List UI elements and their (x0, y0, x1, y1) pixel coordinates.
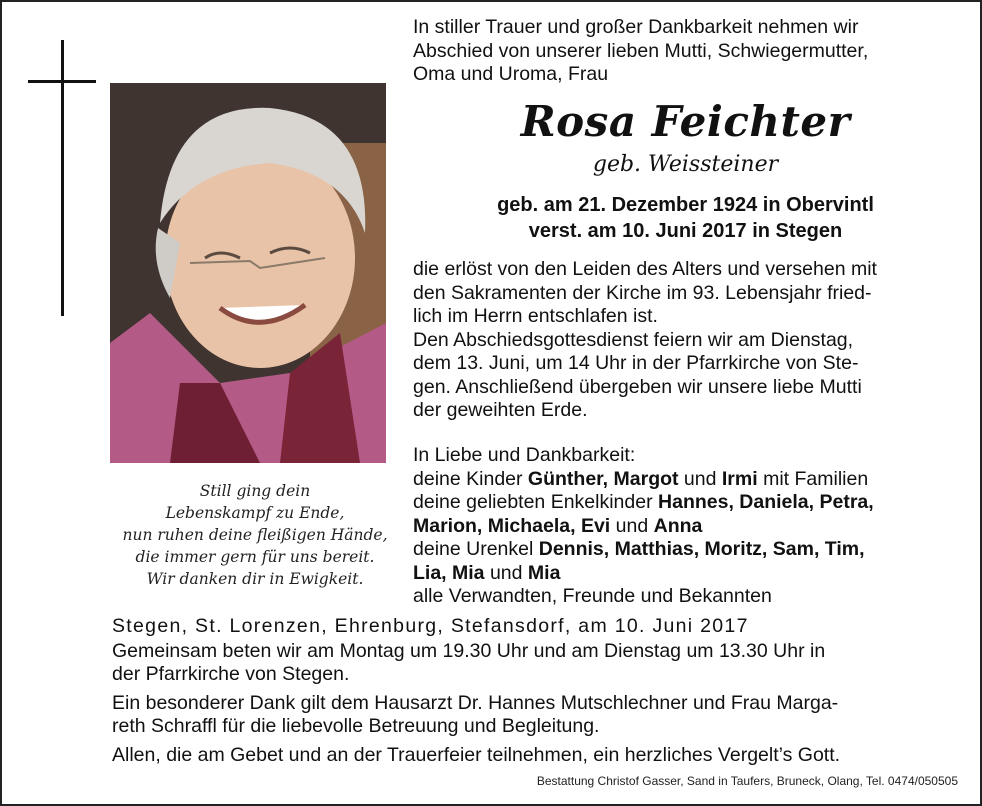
grandchildren-names: Hannes, Daniela, Petra, (658, 491, 874, 513)
intro-text (413, 16, 958, 87)
children-names: Günther, Margot (527, 467, 679, 490)
birth-date: geb. am 21. Dezember 1924 in Obervintl (497, 194, 874, 216)
conjunction: und (610, 514, 654, 537)
great-grandchildren-line (413, 562, 958, 586)
deceased-birth-name: geb. Weissteiner (592, 152, 779, 177)
body-line: gen. Anschließend übergeben wir unsere liebe Mutti (413, 375, 862, 398)
body-line: dem 13. Juni, um 14 Uhr in der Pfarrkirche von Ste- (413, 352, 859, 374)
relatives-line: alle Verwandten, Freunde und Bekannten (413, 585, 772, 607)
grandchildren-names: Marion, Michaela, Evi (413, 514, 611, 537)
death-date: verst. am 10. Juni 2017 in Stegen (528, 220, 843, 242)
body-line: die erlöst von den Leiden des Alters und versehen mit (413, 258, 877, 280)
grandchildren-line (413, 491, 958, 515)
grandchildren-line (413, 515, 958, 539)
verse-line: Still ging dein (199, 482, 311, 500)
great-grandchildren-names: Lia, Mia (413, 561, 485, 584)
children-line (413, 468, 958, 492)
announcement-body (413, 258, 958, 423)
places-and-date: Stegen, St. Lorenzen, Ehrenburg, Stefansdorf, am 10. Juni 2017 (112, 615, 749, 637)
thanks-line: reth Schraffl für die liebevolle Betreuung und Begleitung. (112, 715, 600, 737)
grandchildren-names: Anna (653, 514, 703, 537)
verse-line: Lebenskampf zu Ende, (165, 504, 345, 522)
life-dates (413, 192, 958, 244)
verse-line: die immer gern für uns bereit. (135, 548, 375, 566)
conjunction: und (678, 467, 722, 490)
deceased-name: Rosa Feichter (520, 97, 851, 146)
mourners-heading: In Liebe und Dankbarkeit: (413, 444, 636, 466)
cross-horizontal-bar (28, 80, 96, 83)
children-names: Irmi (721, 467, 758, 490)
intro-line: Abschied von unserer lieben Mutti, Schwiegermutter, (413, 39, 869, 62)
portrait-illustration (110, 83, 386, 463)
great-grandchildren-label: deine Urenkel (413, 538, 539, 560)
grandchildren-label: deine geliebten Enkelkinder (413, 491, 659, 513)
memorial-verse (105, 480, 405, 590)
closing-text (112, 640, 962, 767)
children-suffix: mit Familien (757, 467, 869, 490)
mourners-list (413, 444, 958, 609)
verse-line: nun ruhen deine fleißigen Hände, (122, 526, 388, 544)
children-label: deine Kinder (413, 467, 528, 490)
great-grandchildren-names: Mia (527, 561, 561, 584)
thanks-line: Ein besonderer Dank gilt dem Hausarzt Dr. Hannes Mutschlechner und Frau Marga- (112, 692, 839, 714)
body-line: den Sakramenten der Kirche im 93. Lebensjahr fried- (413, 281, 872, 304)
portrait-photo (110, 83, 386, 463)
verse-line: Wir danken dir in Ewigkeit. (146, 570, 364, 588)
intro-line: In stiller Trauer und großer Dankbarkeit nehmen wir (413, 16, 859, 38)
prayer-line: Gemeinsam beten wir am Montag um 19.30 Uhr und am Dienstag um 13.30 Uhr in (112, 640, 826, 662)
funeral-home-credit: Bestattung Christof Gasser, Sand in Taufers, Bruneck, Olang, Tel. 0474/050505 (536, 774, 958, 788)
intro-line: Oma und Uroma, Frau (413, 63, 609, 85)
body-line: lich im Herrn entschlafen ist. (413, 305, 658, 327)
conjunction: und (484, 561, 528, 584)
thanks-all-line: Allen, die am Gebet und an der Trauerfeier teilnehmen, ein herzliches Vergelt’s Gott. (112, 744, 841, 766)
prayer-line: der Pfarrkirche von Stegen. (112, 663, 350, 685)
great-grandchildren-line (413, 538, 958, 562)
great-grandchildren-names: Dennis, Matthias, Moritz, Sam, Tim, (538, 538, 865, 560)
body-line: Den Abschiedsgottesdienst feiern wir am Dienstag, (413, 328, 854, 351)
body-line: der geweihten Erde. (413, 399, 588, 421)
